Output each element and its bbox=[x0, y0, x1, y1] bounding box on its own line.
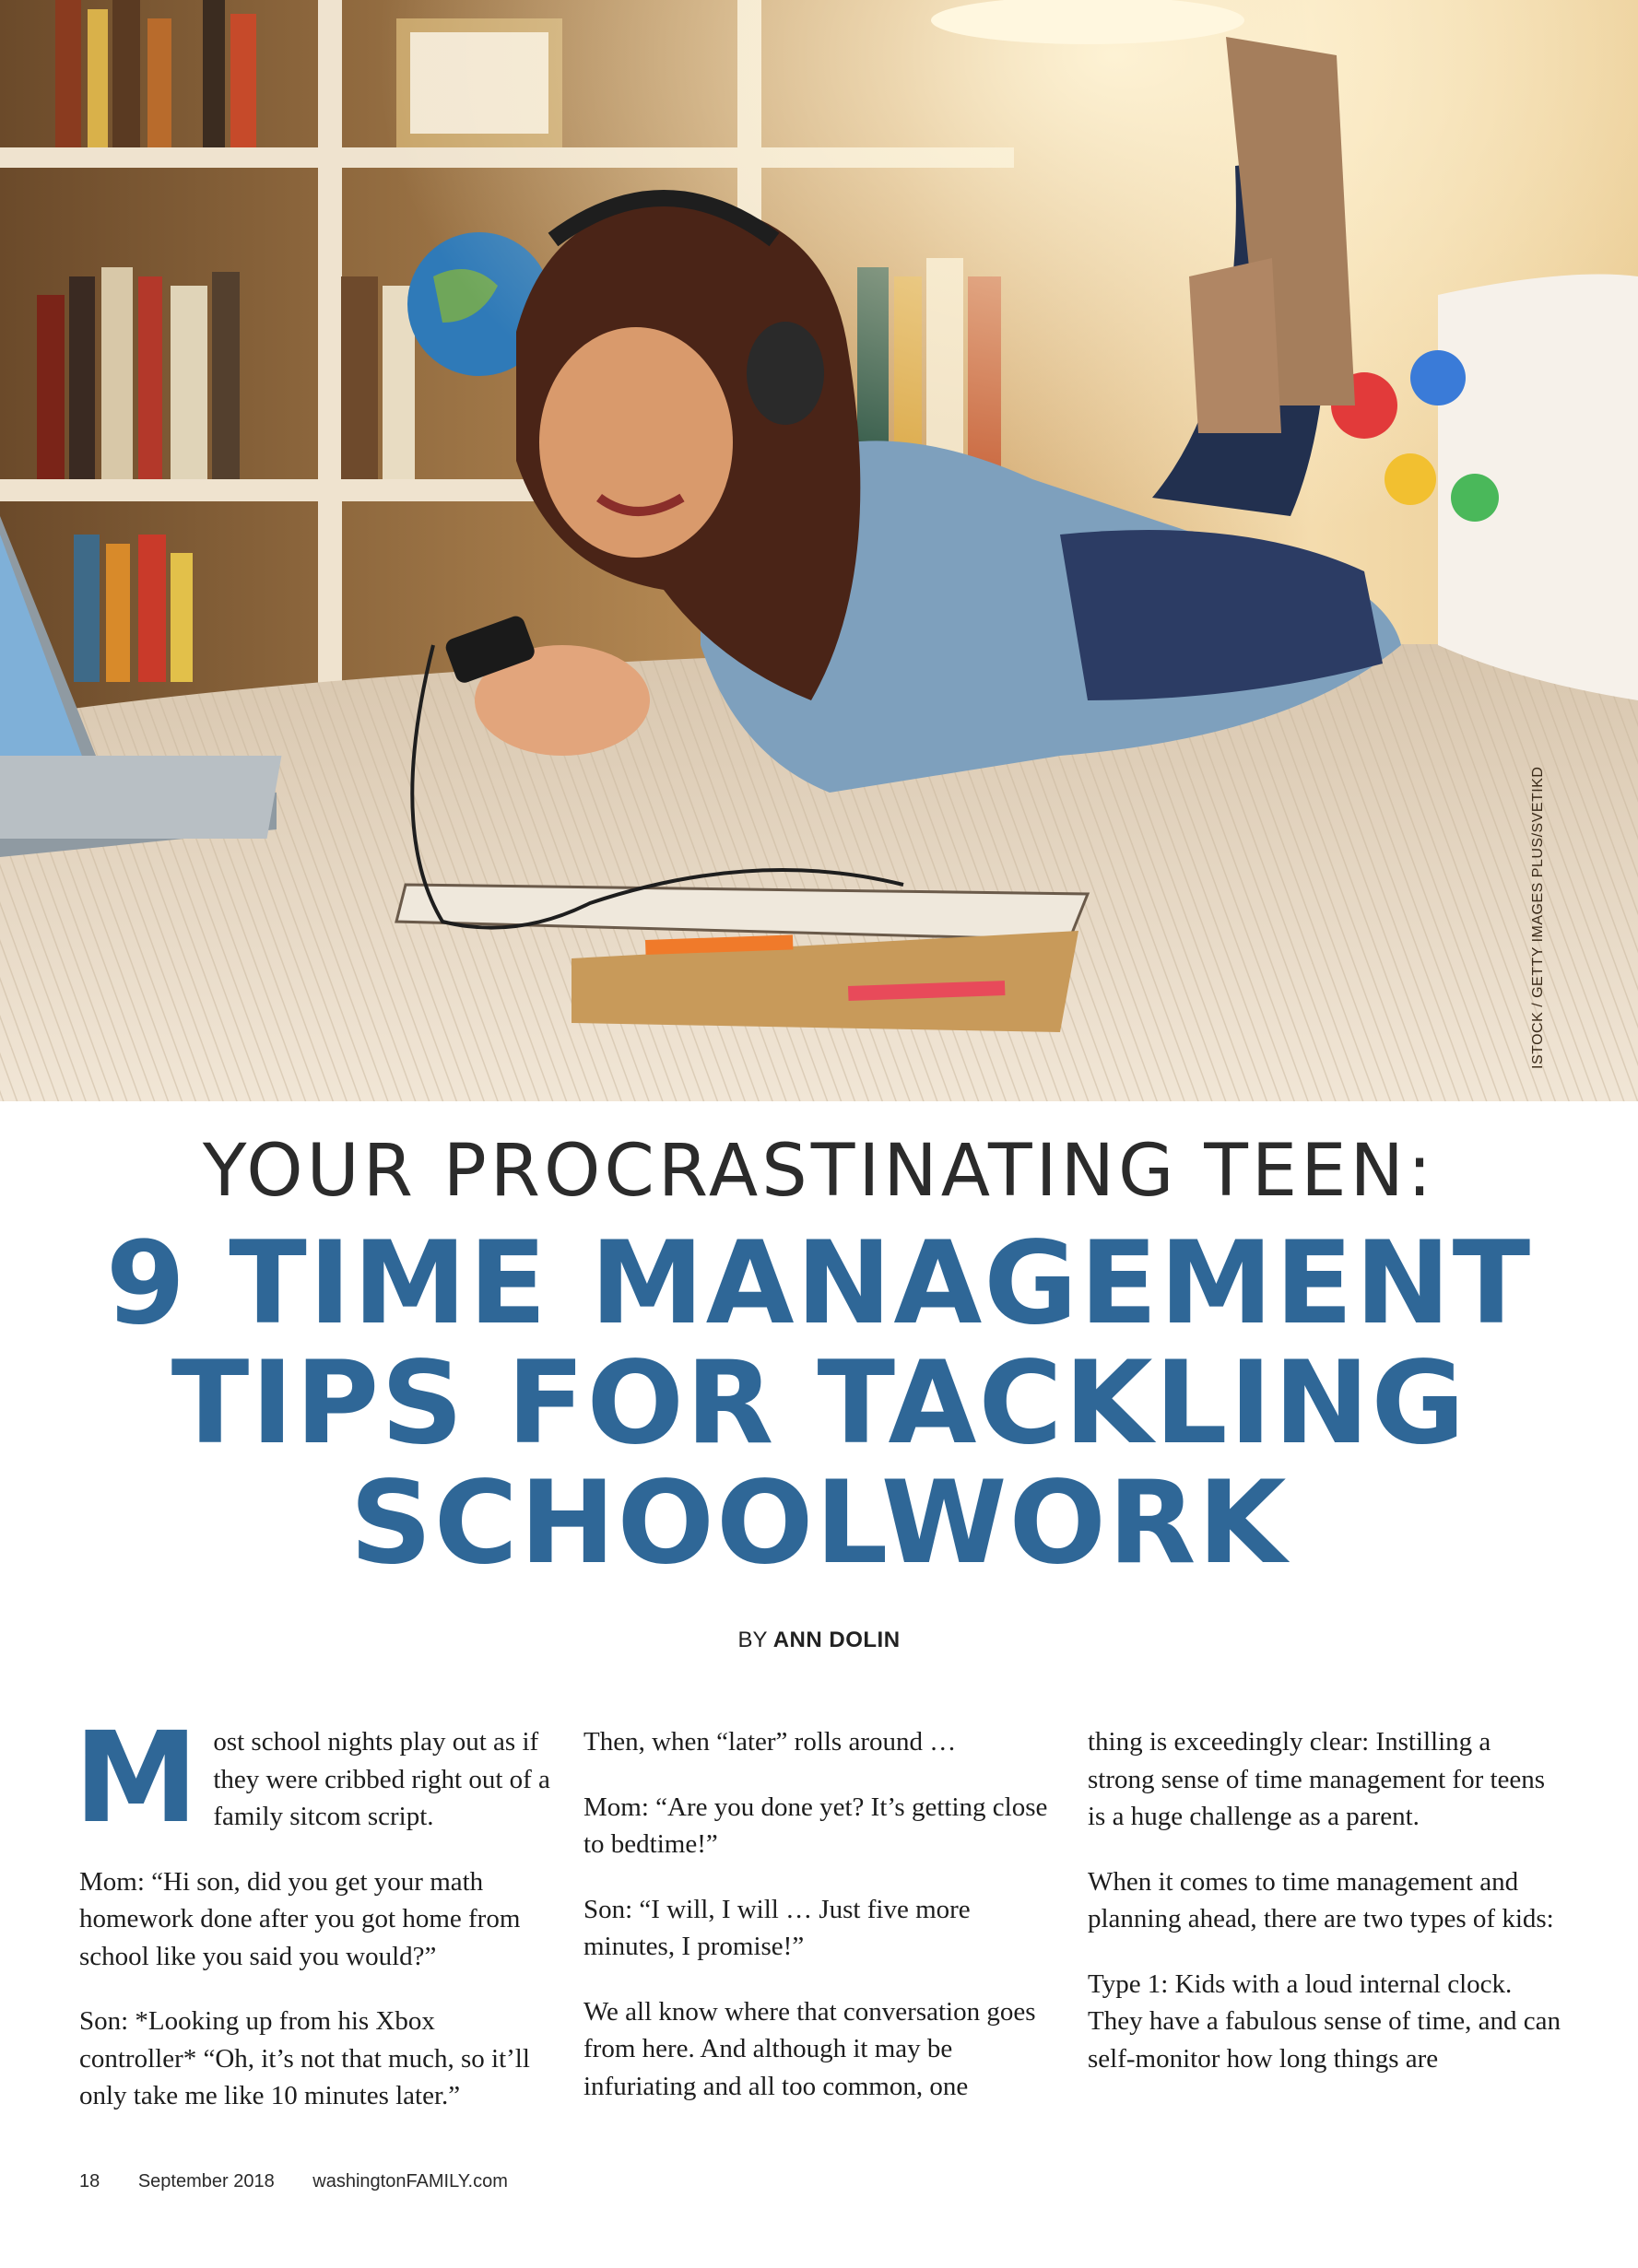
photo-credit: ISTOCK / GETTY IMAGES PLUS/SVETIKD bbox=[1530, 766, 1546, 1069]
drop-cap: M bbox=[74, 1706, 199, 1851]
article-column-1 bbox=[74, 1706, 554, 2143]
byline bbox=[0, 1628, 1638, 1653]
headline-line: TIPS FOR TACKLING bbox=[171, 1337, 1467, 1470]
paragraph: Son: “I will, I will … Just five more minutes, I promise!” bbox=[583, 1894, 971, 1961]
paragraph bbox=[74, 1706, 554, 1851]
site-url: washingtonFAMILY.com bbox=[312, 2171, 508, 2192]
teen-on-bed-with-phone-photo bbox=[0, 0, 1638, 1101]
hero-photo bbox=[0, 0, 1638, 1101]
paragraph: Mom: “Are you done yet? It’s getting close to bedtime!” bbox=[583, 1792, 1048, 1859]
headline-line: 9 TIME MANAGEMENT bbox=[105, 1217, 1533, 1350]
paragraph: thing is exceedingly clear: Instilling a strong sense of time management for teens is a huge challenge as a parent. bbox=[1088, 1727, 1546, 1831]
headline-line: SCHOOLWORK bbox=[349, 1457, 1289, 1590]
page-footer bbox=[79, 2171, 541, 2192]
issue-date: September 2018 bbox=[137, 2171, 275, 2192]
paragraph: Mom: “Hi son, did you get your math homework done after you got home from school like you said you would?” bbox=[79, 1866, 521, 1971]
paragraph-text: ost school nights play out as if they were cribbed right out of a family sitcom script. bbox=[213, 1727, 550, 1831]
article-column-2 bbox=[583, 1723, 1058, 2133]
paragraph: Type 1: Kids with a loud internal clock. They have a fabulous sense of time, and can self-monitor how long things are bbox=[1088, 1968, 1561, 2074]
byline-prefix: BY bbox=[737, 1628, 768, 1652]
headline-title bbox=[0, 1217, 1638, 1590]
byline-author: ANN DOLIN bbox=[772, 1628, 901, 1652]
paragraph: Son: *Looking up from his Xbox controller* “Oh, it’s not that much, so it’ll only take me like 10 minutes later.” bbox=[79, 2006, 530, 2110]
page-number: 18 bbox=[79, 2171, 100, 2192]
paragraph: Then, when “later” rolls around … bbox=[583, 1727, 957, 1757]
headline-kicker: YOUR PROCRASTINATING TEEN: bbox=[202, 1130, 1436, 1213]
paragraph: When it comes to time management and planning ahead, there are two types of kids: bbox=[1088, 1866, 1554, 1933]
article-column-3 bbox=[1088, 1723, 1562, 2105]
paragraph: We all know where that conversation goes from here. And although it may be infuriating and all too common, one bbox=[583, 1996, 1036, 2101]
